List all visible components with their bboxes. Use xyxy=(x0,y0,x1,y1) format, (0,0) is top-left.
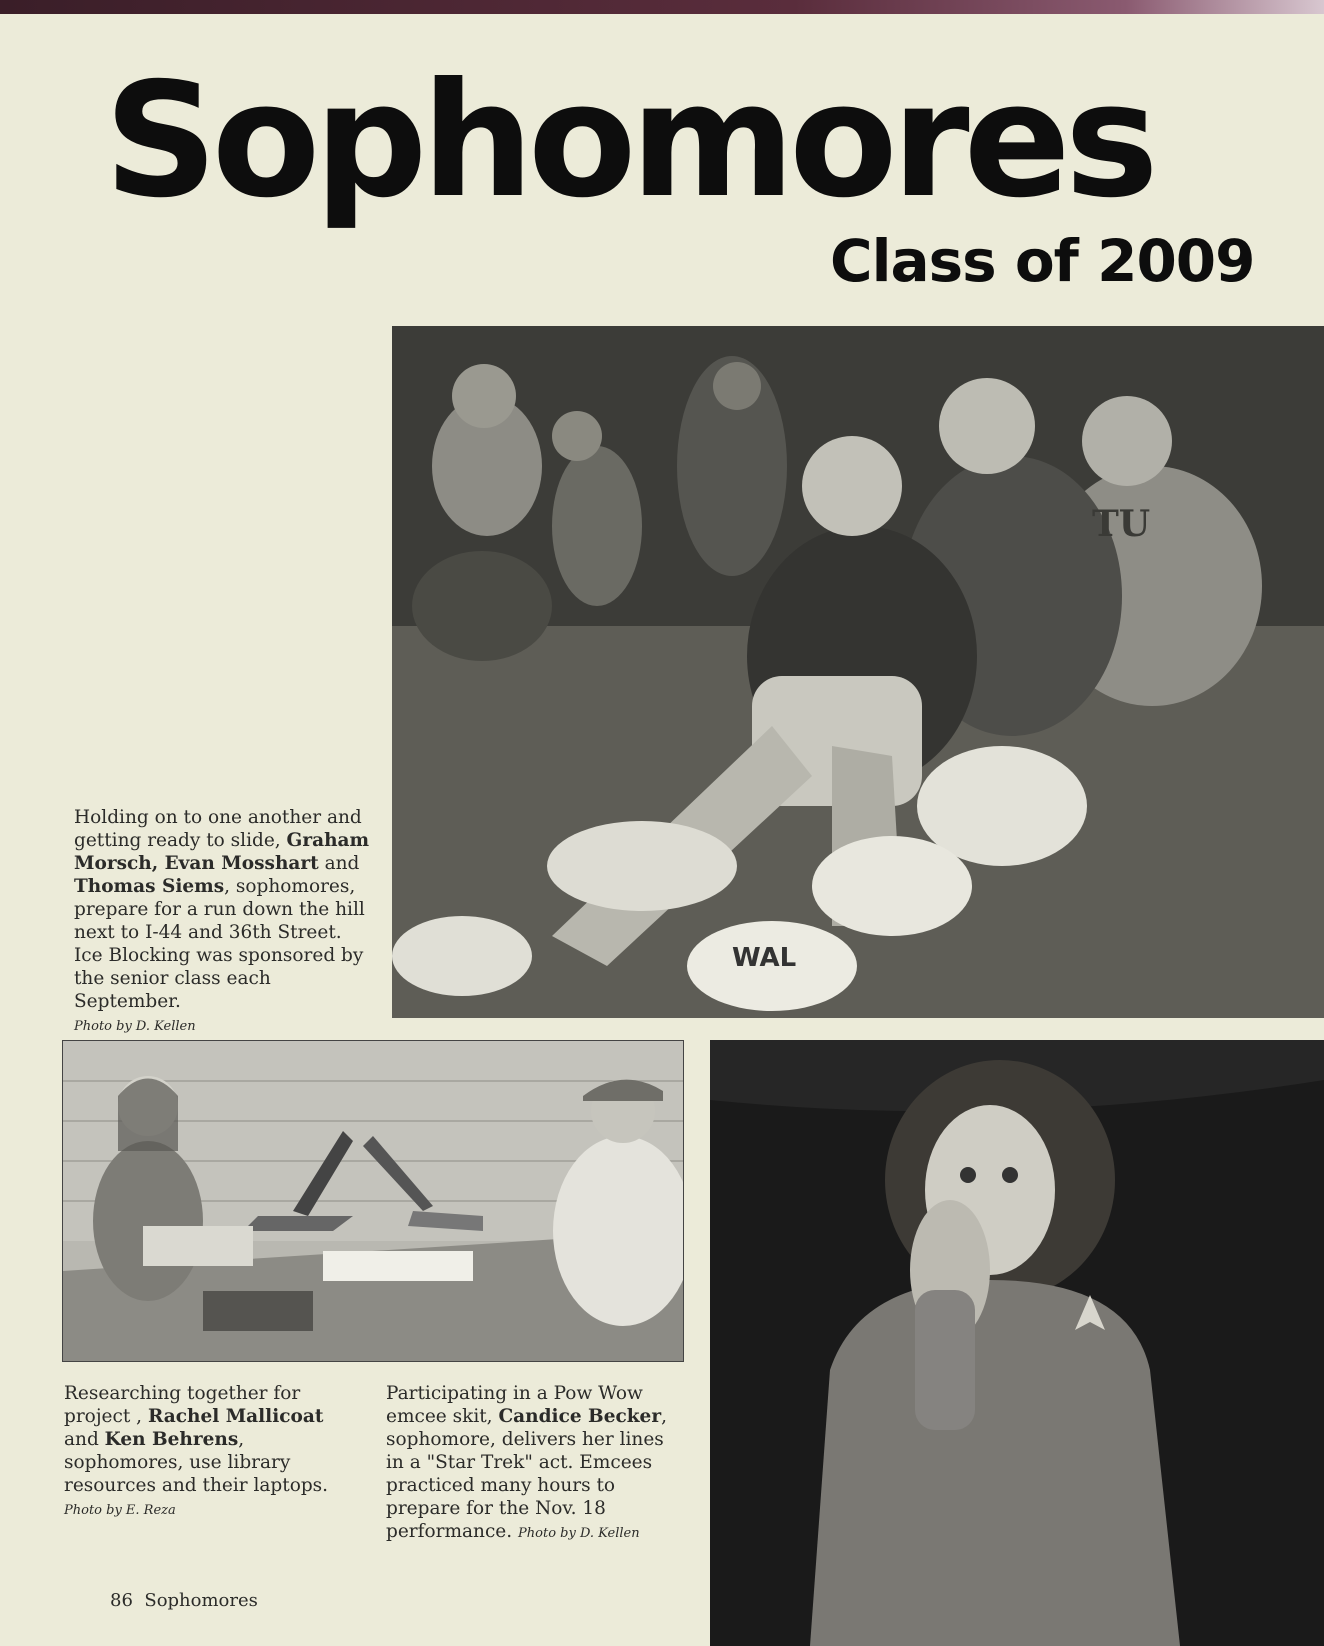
caption-name: Rachel Mallicoat xyxy=(147,1406,324,1427)
page-folio xyxy=(110,1590,258,1611)
caption-names: Graham Morsch, Evan Mosshart xyxy=(74,830,370,874)
photo-credit: Photo by D. Kellen xyxy=(518,1526,640,1541)
library-caption: Researching together for project , Rachel Mallicoat and Ken Behrens, sophomores, use library resources and their laptops. Photo by E. Reza xyxy=(64,1383,329,1518)
shirt-lettering: TU xyxy=(1092,503,1151,545)
caption-name: Ken Behrens xyxy=(104,1429,239,1450)
section-name: Sophomores xyxy=(144,1590,258,1611)
top-edge-band xyxy=(0,0,1324,14)
page-number: 86 xyxy=(110,1590,133,1611)
star-trek-caption: Participating in a Pow Wow emcee skit, Candice Becker, sophomore, delivers her lines in a "Star Trek" act. Emcees practiced many hours to prepare for the Nov. 18 performance. Photo by D. Kellen xyxy=(386,1383,667,1542)
caption-name: Thomas Siems xyxy=(74,876,225,897)
photo-credit: Photo by E. Reza xyxy=(64,1503,176,1518)
page-subtitle: Class of 2009 xyxy=(830,227,1255,295)
photo-credit: Photo by D. Kellen xyxy=(74,1019,196,1034)
library-photo xyxy=(62,1040,684,1362)
ice-blocking-photo xyxy=(392,326,1324,1018)
caption-name: Candice Becker xyxy=(498,1406,662,1427)
page-title: Sophomores xyxy=(104,49,1153,233)
bag-print: WAL xyxy=(732,943,797,973)
star-trek-photo xyxy=(710,1040,1324,1646)
ice-blocking-caption: Holding on to one another and getting ready to slide, Graham Morsch, Evan Mosshart and Thomas Siems, sophomores, prepare for a run down the hill next to I-44 and 36th Street. Ice Blocking was sponsored by the senior class each September. Photo by D. Kellen xyxy=(74,807,370,1034)
